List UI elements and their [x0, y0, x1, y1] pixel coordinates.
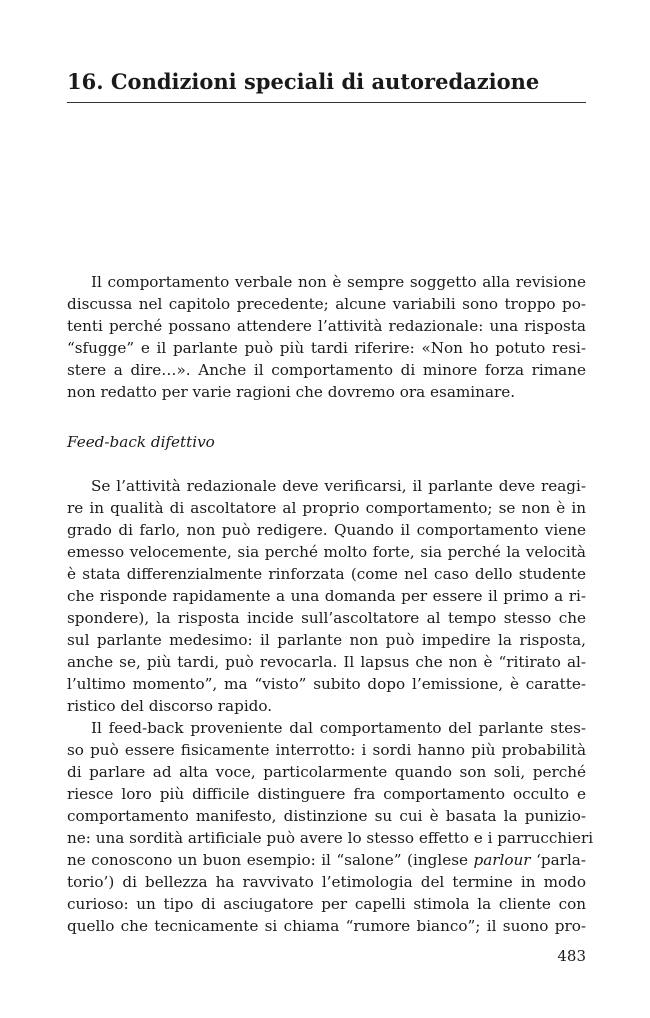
paragraph-2-line: grado di farlo, non può redigere. Quando il comportamento viene	[67, 521, 586, 539]
paragraph-1-line: “sfugge” e il parlante può più tardi riferire: «Non ho potuto resi-	[67, 339, 586, 357]
paragraph-1-line: Il comportamento verbale non è sempre soggetto alla revisione	[91, 273, 586, 291]
paragraph-3-line: di parlare ad alta voce, particolarmente quando son soli, perché	[67, 763, 586, 781]
section-heading: Feed-back difettivo	[67, 433, 215, 451]
paragraph-1-line: stere a dire…». Anche il comportamento di minore forza rimane	[67, 361, 586, 379]
paragraph-2-line: ristico del discorso rapido.	[67, 697, 273, 715]
paragraph-3-line: torio’) di bellezza ha ravvivato l’etimologia del termine in modo	[67, 873, 586, 891]
paragraph-2-line: l’ultimo momento”, ma “visto” subito dopo l’emissione, è caratte-	[67, 675, 586, 693]
paragraph-1-line: tenti perché possano attendere l’attività redazionale: una risposta	[67, 317, 586, 335]
paragraph-3-line: Il feed-back proveniente dal comportamento del parlante stes-	[91, 719, 586, 737]
paragraph-2-line: che risponde rapidamente a una domanda per essere il primo a ri-	[67, 587, 586, 605]
page-number: 483	[557, 947, 586, 965]
paragraph-3-line: riesce loro più difficile distinguere fra comportamento occulto e	[67, 785, 586, 803]
paragraph-3-line-with-italic	[67, 849, 586, 871]
paragraph-2-line: spondere), la risposta incide sull’ascoltatore al tempo stesso che	[67, 609, 586, 627]
paragraph-2-line: è stata differenzialmente rinforzata (come nel caso dello studente	[67, 565, 586, 583]
chapter-title: 16. Condizioni speciali di autoredazione	[67, 68, 586, 103]
paragraph-3-line: curioso: un tipo di asciugatore per capelli stimola la cliente con	[67, 895, 586, 913]
paragraph-3-line-7-text: ne conoscono un buon esempio: il “salone” (inglese	[67, 851, 474, 869]
paragraph-1-line: non redatto per varie ragioni che dovremo ora esaminare.	[67, 383, 516, 401]
paragraph-3-line: quello che tecnicamente si chiama “rumore bianco”; il suono pro-	[67, 917, 586, 935]
paragraph-2-line: emesso velocemente, sia perché molto forte, sia perché la velocità	[67, 543, 586, 561]
paragraph-2-line: anche se, più tardi, può revocarla. Il lapsus che non è “ritirato al-	[67, 653, 586, 671]
paragraph-3-line-7-tail: ‘parla-	[530, 851, 586, 869]
paragraph-2-line: Se l’attività redazionale deve verificarsi, il parlante deve reagi-	[91, 477, 586, 495]
paragraph-2-line: re in qualità di ascoltatore al proprio comportamento; se non è in	[67, 499, 586, 517]
paragraph-1-line: discussa nel capitolo precedente; alcune variabili sono troppo po-	[67, 295, 586, 313]
paragraph-3-line: ne: una sordità artificiale può avere lo stesso effetto e i parrucchieri	[67, 829, 594, 847]
paragraph-2-line: sul parlante medesimo: il parlante non può impedire la risposta,	[67, 631, 586, 649]
paragraph-3-line: so può essere fisicamente interrotto: i sordi hanno più probabilità	[67, 741, 586, 759]
paragraph-3-line: comportamento manifesto, distinzione su cui è basata la punizio-	[67, 807, 586, 825]
italic-term: parlour	[473, 851, 531, 869]
